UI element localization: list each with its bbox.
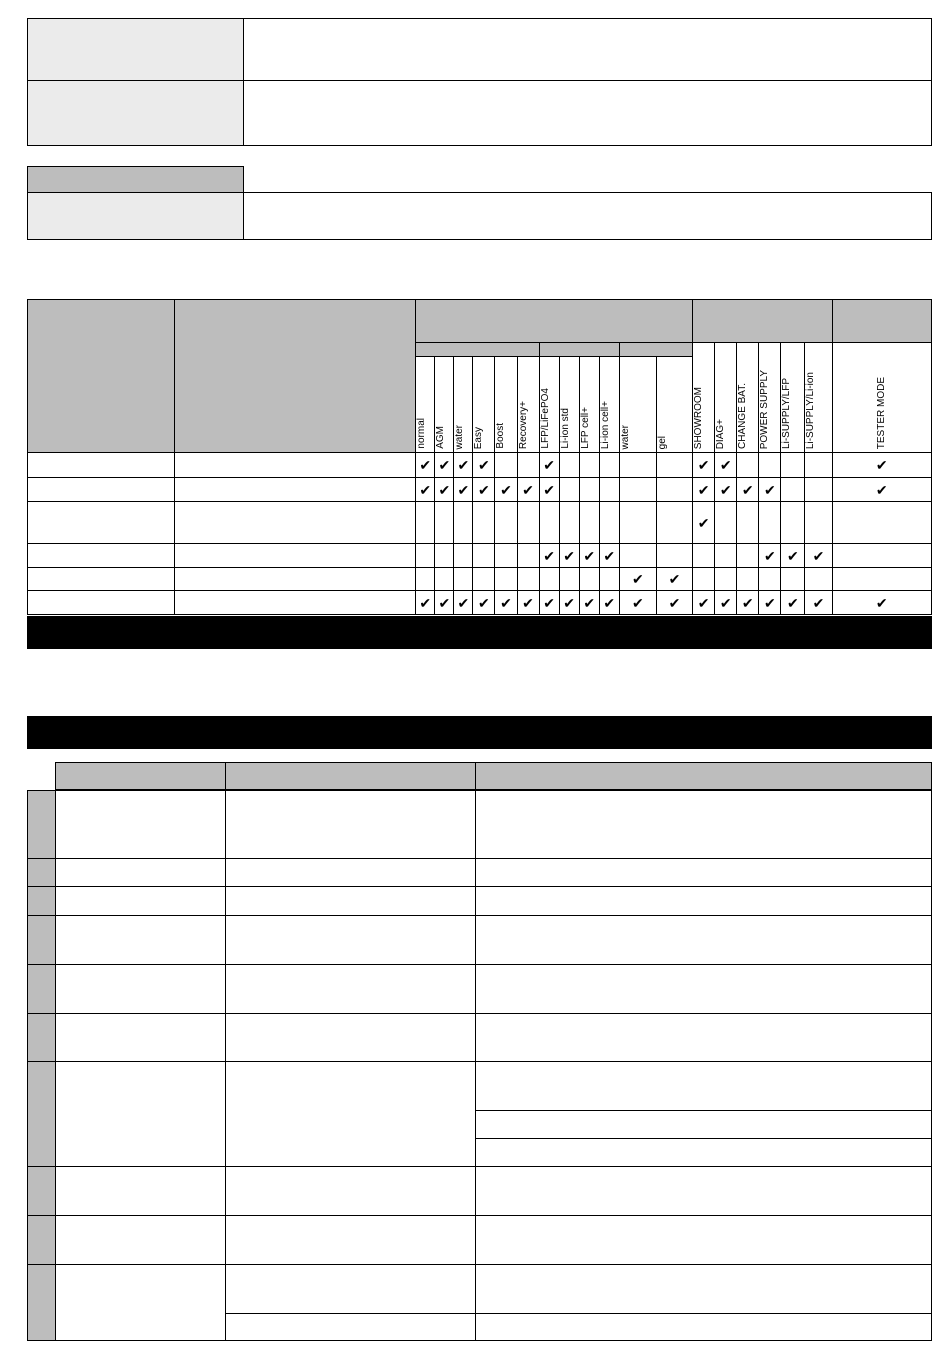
error-row-col-3 xyxy=(475,1166,932,1216)
mode-label: Li-SUPPLY/Li-ion xyxy=(805,371,817,449)
error-row-col-1 xyxy=(55,790,226,859)
error-row-col-1 xyxy=(55,1061,226,1167)
compat-cell xyxy=(832,453,931,478)
compat-cell xyxy=(495,568,517,591)
check-icon: ✔ xyxy=(478,594,490,611)
compat-cell xyxy=(805,591,832,615)
error-row-marker xyxy=(27,886,56,916)
compat-cell xyxy=(737,502,759,544)
check-icon: ✔ xyxy=(500,481,512,498)
mode-header-11 xyxy=(656,357,692,453)
error-row-col-2 xyxy=(225,1013,476,1062)
compat-cell xyxy=(599,544,619,568)
mode-label: LFP cell+ xyxy=(579,407,591,449)
compat-cell xyxy=(539,502,559,544)
error-row-marker xyxy=(27,858,56,887)
mode-label: CHANGE BAT. xyxy=(737,383,749,449)
check-icon: ✔ xyxy=(875,481,888,498)
mode-label: Li-ion cell+ xyxy=(599,400,611,449)
check-icon: ✔ xyxy=(741,594,754,611)
error-row-marker xyxy=(27,1013,56,1062)
error-header-2 xyxy=(225,762,476,790)
compat-cell xyxy=(579,478,599,502)
compat-cell xyxy=(559,568,579,591)
info-label-cell-3 xyxy=(28,193,244,239)
error-row-col-3 xyxy=(475,886,932,916)
mode-change-bat xyxy=(737,343,759,453)
compat-cell xyxy=(599,478,619,502)
compat-row-label-cell xyxy=(175,453,416,478)
compat-cell xyxy=(715,478,737,502)
check-icon: ✔ xyxy=(763,547,776,564)
compat-cell xyxy=(619,591,656,615)
compat-cell xyxy=(759,591,781,615)
compat-cell xyxy=(435,544,454,568)
error-table xyxy=(27,762,932,1340)
mode-header-8 xyxy=(579,357,599,453)
check-icon: ✔ xyxy=(741,481,754,498)
compat-cell xyxy=(473,591,495,615)
compat-cell xyxy=(473,502,495,544)
compat-cell xyxy=(473,568,495,591)
info-row xyxy=(27,192,932,240)
error-row-col-3 xyxy=(475,858,932,887)
error-row-col-1 xyxy=(55,915,226,965)
compat-cell xyxy=(737,453,759,478)
check-icon: ✔ xyxy=(563,547,576,564)
check-icon: ✔ xyxy=(500,594,512,611)
compat-cell xyxy=(495,478,517,502)
error-row-marker xyxy=(27,790,56,859)
compat-cell xyxy=(517,544,539,568)
compat-cell xyxy=(781,544,805,568)
error-row-col-1 xyxy=(55,1215,226,1265)
mode-label: Li-ion std xyxy=(559,408,571,449)
error-header-1 xyxy=(55,762,226,790)
check-icon: ✔ xyxy=(697,514,710,531)
error-row-marker xyxy=(27,1061,56,1167)
compat-cell xyxy=(781,478,805,502)
error-row-col-3 xyxy=(475,915,932,965)
compat-cell xyxy=(759,478,781,502)
check-icon: ✔ xyxy=(697,457,710,473)
compat-cell xyxy=(693,591,715,615)
mode-header-6 xyxy=(539,357,559,453)
error-row-divider xyxy=(225,1313,932,1314)
compat-cell xyxy=(737,568,759,591)
compat-cell xyxy=(559,478,579,502)
check-icon: ✔ xyxy=(419,457,432,473)
header-col-2 xyxy=(175,300,416,453)
compat-cell xyxy=(517,478,539,502)
error-row-marker xyxy=(27,915,56,965)
compat-cell xyxy=(715,568,737,591)
compat-cell xyxy=(693,502,715,544)
mode-label: LFP/LiFePO4 xyxy=(539,388,551,449)
compat-cell xyxy=(759,568,781,591)
check-icon: ✔ xyxy=(697,481,710,498)
info-block-2 xyxy=(27,166,932,240)
compat-row xyxy=(28,568,932,591)
compat-cell xyxy=(517,453,539,478)
info-header-cell xyxy=(27,166,244,193)
check-icon: ✔ xyxy=(603,594,616,611)
compat-cell xyxy=(759,502,781,544)
compat-cell xyxy=(805,453,832,478)
mode-header-3 xyxy=(473,357,495,453)
error-row-marker xyxy=(27,1166,56,1216)
mode-header-0 xyxy=(416,357,435,453)
compat-cell xyxy=(805,568,832,591)
check-icon: ✔ xyxy=(719,481,732,498)
compat-row-label-cell xyxy=(28,453,175,478)
check-icon: ✔ xyxy=(522,594,534,611)
compat-cell xyxy=(715,453,737,478)
error-row-col-3 xyxy=(475,790,932,859)
check-icon: ✔ xyxy=(522,481,534,498)
error-row-col-3 xyxy=(475,1061,932,1167)
check-icon: ✔ xyxy=(787,547,799,564)
error-row-col-1 xyxy=(55,858,226,887)
check-icon: ✔ xyxy=(632,594,644,611)
check-icon: ✔ xyxy=(457,457,470,473)
compat-cell xyxy=(435,502,454,544)
mode-label: gel xyxy=(656,435,668,449)
check-icon: ✔ xyxy=(719,457,732,473)
compat-row-label-cell xyxy=(28,568,175,591)
compat-cell xyxy=(579,453,599,478)
error-row-col-2 xyxy=(225,1215,476,1265)
check-icon: ✔ xyxy=(543,547,555,564)
compat-cell xyxy=(781,568,805,591)
error-row-marker xyxy=(27,1264,56,1341)
info-value-cell-1 xyxy=(244,19,931,81)
compat-cell xyxy=(579,568,599,591)
subheader-lead xyxy=(416,343,539,357)
header-group-charge xyxy=(416,300,693,343)
compat-cell xyxy=(715,591,737,615)
error-row-col-1 xyxy=(55,964,226,1014)
error-row-col-3 xyxy=(475,964,932,1014)
compat-row-label-cell xyxy=(28,544,175,568)
compatibility-table xyxy=(27,299,932,615)
mode-diag xyxy=(715,343,737,453)
check-icon: ✔ xyxy=(478,481,490,498)
compat-cell xyxy=(737,591,759,615)
compat-cell xyxy=(539,568,559,591)
compat-cell xyxy=(693,568,715,591)
compat-cell xyxy=(579,544,599,568)
compat-cell xyxy=(473,453,495,478)
compat-row-label-cell xyxy=(28,591,175,615)
error-header-3 xyxy=(475,762,932,790)
compat-cell xyxy=(619,478,656,502)
info-block-1 xyxy=(27,18,932,146)
error-row-col-1 xyxy=(55,1013,226,1062)
compat-row-label-cell xyxy=(28,478,175,502)
compat-row xyxy=(28,502,932,544)
compat-cell xyxy=(454,453,473,478)
mode-label: TESTER MODE xyxy=(875,376,887,449)
compat-cell xyxy=(416,478,435,502)
check-icon: ✔ xyxy=(875,457,888,473)
subheader-other xyxy=(619,343,692,357)
compat-cell xyxy=(416,502,435,544)
compat-cell xyxy=(656,568,692,591)
error-row-col-3 xyxy=(475,1215,932,1265)
error-row-col-2 xyxy=(225,1061,476,1167)
compat-cell xyxy=(517,591,539,615)
error-row-marker xyxy=(27,1215,56,1265)
error-row-divider xyxy=(475,1110,932,1111)
error-row-col-2 xyxy=(225,1264,476,1341)
compat-cell xyxy=(781,591,805,615)
compat-cell xyxy=(693,544,715,568)
error-row-col-3 xyxy=(475,1264,932,1341)
compat-cell xyxy=(539,544,559,568)
compat-cell xyxy=(832,568,931,591)
compat-cell xyxy=(416,591,435,615)
compat-cell xyxy=(473,478,495,502)
compat-row-label-cell xyxy=(175,568,416,591)
compat-cell xyxy=(599,591,619,615)
compat-cell xyxy=(559,544,579,568)
compat-row xyxy=(28,591,932,615)
compat-cell xyxy=(759,453,781,478)
mode-header-10 xyxy=(619,357,656,453)
mode-label: normal xyxy=(416,418,428,449)
compat-cell xyxy=(805,478,832,502)
compat-cell xyxy=(539,591,559,615)
mode-header-2 xyxy=(454,357,473,453)
error-row-col-2 xyxy=(225,964,476,1014)
mode-li-supply-li-ion xyxy=(805,343,832,453)
compat-cell xyxy=(495,591,517,615)
check-icon: ✔ xyxy=(457,594,470,611)
check-icon: ✔ xyxy=(478,457,490,473)
compat-cell xyxy=(495,453,517,478)
compat-cell xyxy=(517,502,539,544)
mode-label: water xyxy=(454,424,466,449)
check-icon: ✔ xyxy=(457,481,470,498)
check-icon: ✔ xyxy=(763,594,776,611)
compat-cell xyxy=(805,544,832,568)
compat-cell xyxy=(473,544,495,568)
compat-cell xyxy=(619,453,656,478)
compat-cell xyxy=(619,502,656,544)
compat-cell xyxy=(832,502,931,544)
compat-cell xyxy=(454,478,473,502)
check-icon: ✔ xyxy=(875,594,888,611)
section-bar-2 xyxy=(27,716,932,749)
check-icon: ✔ xyxy=(419,594,432,611)
check-icon: ✔ xyxy=(543,481,555,498)
subheader-lithium xyxy=(539,343,619,357)
check-icon: ✔ xyxy=(438,481,451,498)
mode-header-4 xyxy=(495,357,517,453)
check-icon: ✔ xyxy=(668,594,681,611)
compat-row-label-cell xyxy=(28,502,175,544)
compat-cell xyxy=(539,453,559,478)
compat-cell xyxy=(759,544,781,568)
check-icon: ✔ xyxy=(632,571,644,587)
header-group-tester xyxy=(832,300,931,343)
compat-cell xyxy=(495,502,517,544)
mode-label: Boost xyxy=(495,423,507,449)
info-label-cell-2 xyxy=(28,81,244,145)
check-icon: ✔ xyxy=(438,457,451,473)
check-icon: ✔ xyxy=(419,481,432,498)
check-icon: ✔ xyxy=(719,594,732,611)
compat-row-label-cell xyxy=(175,502,416,544)
check-icon: ✔ xyxy=(583,594,596,611)
compat-cell xyxy=(832,478,931,502)
compat-cell xyxy=(737,544,759,568)
compat-cell xyxy=(693,453,715,478)
error-row-col-2 xyxy=(225,886,476,916)
compat-row-label-cell xyxy=(175,544,416,568)
compat-cell xyxy=(619,568,656,591)
error-row-marker xyxy=(27,964,56,1014)
info-label-cell-1 xyxy=(28,19,244,81)
compat-cell xyxy=(454,568,473,591)
compat-cell xyxy=(832,591,931,615)
mode-label: Easy xyxy=(473,426,485,449)
check-icon: ✔ xyxy=(763,481,776,498)
compat-cell xyxy=(416,544,435,568)
compat-cell xyxy=(619,544,656,568)
header-col-1 xyxy=(28,300,175,453)
check-icon: ✔ xyxy=(563,594,576,611)
compat-cell xyxy=(715,502,737,544)
compat-cell xyxy=(517,568,539,591)
compat-cell xyxy=(454,502,473,544)
error-row-divider xyxy=(475,1138,932,1139)
compat-cell xyxy=(832,544,931,568)
error-row-col-2 xyxy=(225,915,476,965)
compat-row-label-cell xyxy=(175,478,416,502)
compat-cell xyxy=(656,478,692,502)
compat-row-label-cell xyxy=(175,591,416,615)
compat-cell xyxy=(781,502,805,544)
mode-label: water xyxy=(619,424,631,449)
compat-cell xyxy=(435,478,454,502)
check-icon: ✔ xyxy=(668,571,681,587)
compat-cell xyxy=(656,453,692,478)
mode-label: DIAG+ xyxy=(715,418,727,449)
compat-cell xyxy=(599,453,619,478)
check-icon: ✔ xyxy=(438,594,451,611)
check-icon: ✔ xyxy=(543,594,555,611)
compat-cell xyxy=(737,478,759,502)
mode-label: AGM xyxy=(435,426,447,449)
error-row-col-1 xyxy=(55,1166,226,1216)
compat-cell xyxy=(495,544,517,568)
mode-label: Recovery+ xyxy=(517,400,529,449)
mode-showroom xyxy=(693,343,715,453)
compat-cell xyxy=(416,568,435,591)
compat-cell xyxy=(416,453,435,478)
error-row-col-2 xyxy=(225,858,476,887)
mode-power-supply xyxy=(759,343,781,453)
error-row-col-3 xyxy=(475,1013,932,1062)
compat-row xyxy=(28,453,932,478)
mode-header-9 xyxy=(599,357,619,453)
compat-cell xyxy=(454,591,473,615)
compat-cell xyxy=(781,453,805,478)
compat-cell xyxy=(693,478,715,502)
compat-cell xyxy=(805,502,832,544)
compat-cell xyxy=(435,568,454,591)
compat-cell xyxy=(715,544,737,568)
mode-header-5 xyxy=(517,357,539,453)
check-icon: ✔ xyxy=(787,594,799,611)
compat-cell xyxy=(539,478,559,502)
compat-cell xyxy=(559,591,579,615)
error-row-col-2 xyxy=(225,1166,476,1216)
compat-cell xyxy=(656,591,692,615)
compat-cell xyxy=(579,591,599,615)
error-row-col-1 xyxy=(55,1264,226,1341)
compat-cell xyxy=(454,544,473,568)
mode-label: Li-SUPPLY/LFP xyxy=(781,378,793,449)
compat-row xyxy=(28,478,932,502)
mode-header-7 xyxy=(559,357,579,453)
mode-header-1 xyxy=(435,357,454,453)
compat-cell xyxy=(579,502,599,544)
section-bar-1 xyxy=(27,616,932,649)
header-group-special xyxy=(693,300,832,343)
error-row-col-2 xyxy=(225,790,476,859)
check-icon: ✔ xyxy=(603,547,616,564)
compat-cell xyxy=(435,591,454,615)
check-icon: ✔ xyxy=(583,547,596,564)
mode-tester xyxy=(832,343,931,453)
compat-cell xyxy=(599,502,619,544)
check-icon: ✔ xyxy=(697,594,710,611)
check-icon: ✔ xyxy=(543,457,555,473)
compat-cell xyxy=(656,544,692,568)
check-icon: ✔ xyxy=(812,594,825,611)
mode-li-supply-lfp xyxy=(781,343,805,453)
compat-cell xyxy=(435,453,454,478)
compat-cell xyxy=(559,453,579,478)
compat-cell xyxy=(599,568,619,591)
error-row-col-1 xyxy=(55,886,226,916)
mode-label: SHOWROOM xyxy=(693,386,705,449)
mode-label: POWER SUPPLY xyxy=(759,369,771,449)
check-icon: ✔ xyxy=(812,547,825,564)
compat-row xyxy=(28,544,932,568)
compat-cell xyxy=(559,502,579,544)
compat-cell xyxy=(656,502,692,544)
